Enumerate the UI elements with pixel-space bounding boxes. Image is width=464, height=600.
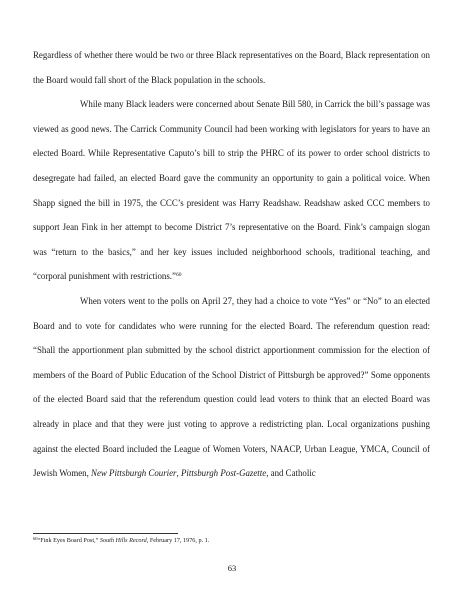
- footnote-number: 60: [33, 536, 38, 541]
- paragraph-3-text: When voters went to the polls on April 27, they had a choice to vote “Yes” or “No” to an elected Board and to vote for candidates who were running for the elected Board. The referendum question read: “Shall the apportionment plan submitted by the school district apportionment commission for the election of members of the Board of Public Education of the School District of Pittsburgh be approved?” Some opponents of the elected Board said that the referendum question could lead voters to think that an elected Board was already in place and that they were just voting to approve a redistricting plan. Local organizations pushing against the elected Board included the League of Women Voters, NAACP, Urban League, YMCA, Council of Jewish Women,: [33, 295, 430, 479]
- footnote-reference[interactable]: 60: [175, 272, 182, 279]
- paragraph-3-ending: , and Catholic: [266, 468, 316, 479]
- footnote: [33, 537, 433, 545]
- paragraph-3: [33, 289, 430, 486]
- paragraph-1-text: Regardless of whether there would be two or three Black representatives on the Board, Black representation on the Board would fall short of the Black population in the schools.: [33, 50, 430, 85]
- footnote-divider: [33, 533, 178, 534]
- page-number: 63: [227, 563, 237, 573]
- paragraph-2-text: While many Black leaders were concerned about Senate Bill 580, in Carrick the bill’s passage was viewed as good news. The Carrick Community Council had been working with legislators for years to have an elected Board. While Representative Caputo’s bill to strip the PHRC of its power to order school districts to desegregate had failed, an elected Board gave the community an opportunity to gain a political voice. When Shapp signed the bill in 1975, the CCC’s president was Harry Readshaw. Readshaw asked CCC members to support Jean Fink in her attempt to become District 7’s representative on the Board. Fink’s campaign slogan was “return to the basics,” and her key issues included neighborhood schools, traditional teaching, and “corporal punishment with restrictions.”: [33, 99, 430, 282]
- paragraph-1: [33, 43, 430, 92]
- newspaper-title-courier: New Pittsburgh Courier: [91, 468, 177, 479]
- footnote-text-after: , February 17, 1976, p. 1.: [146, 537, 210, 544]
- footnote-text-before: “Fink Eyes Board Post,”: [37, 537, 100, 544]
- paragraph-2: [33, 92, 430, 289]
- footnote-source: South Hills Record: [99, 537, 147, 544]
- newspaper-title-post-gazette: Pittsburgh Post-Gazette: [180, 468, 267, 479]
- paragraph-3-separator: ,: [176, 468, 181, 479]
- body-text: [33, 43, 430, 486]
